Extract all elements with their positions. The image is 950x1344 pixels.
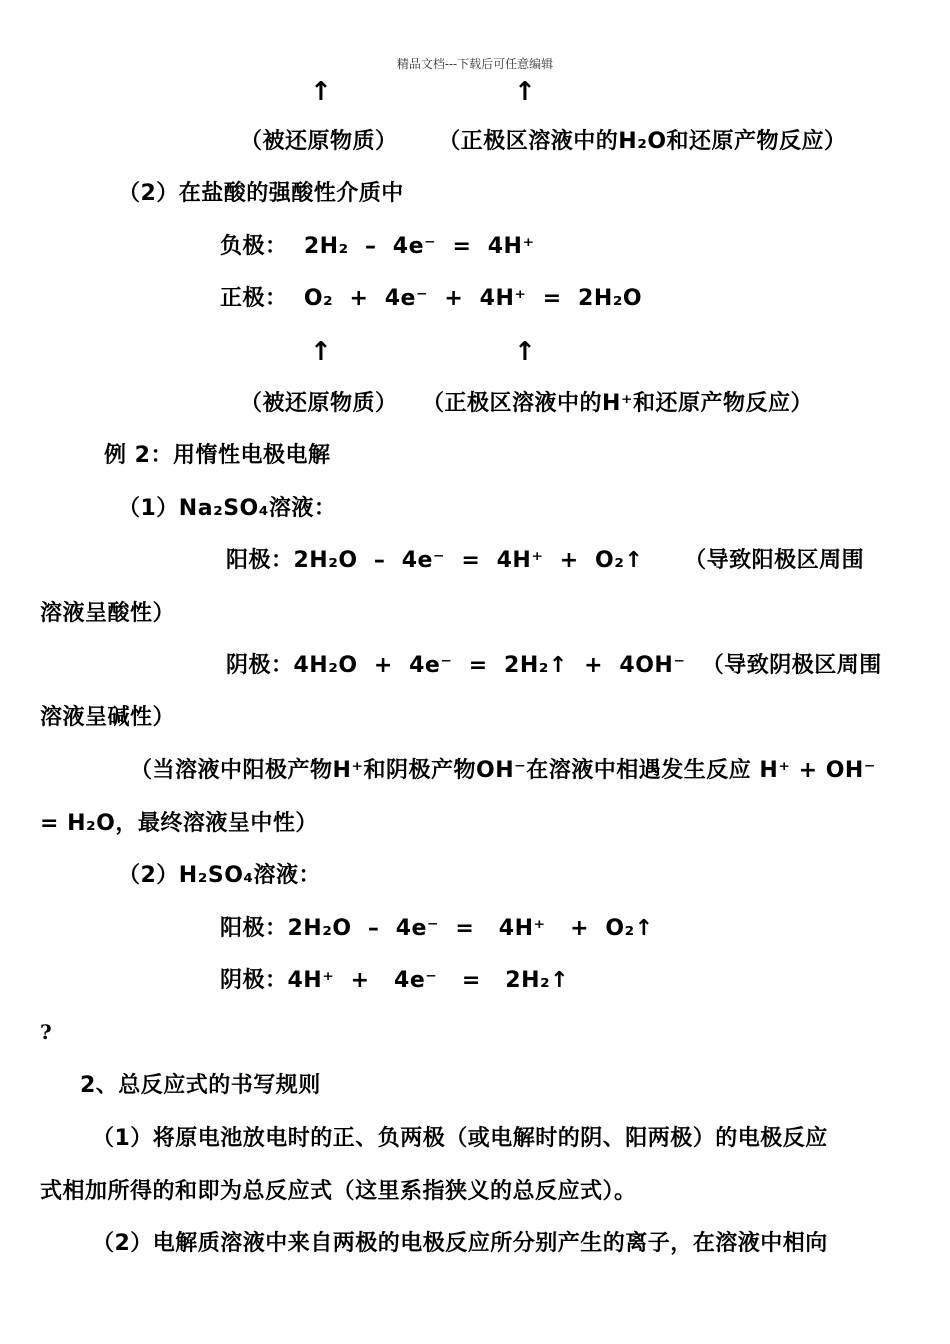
- section-heading: （2）在盐酸的强酸性介质中: [118, 181, 404, 206]
- equation-anode: 阳极：2H₂O – 4e⁻ = 4H⁺ + O₂↑ （导致阳极区周围: [226, 548, 865, 573]
- page-header-watermark: 精品文档---下载后可任意编辑: [396, 57, 554, 71]
- body-text: = H₂O，最终溶液呈中性）: [40, 811, 318, 836]
- annotation-line: （被还原物质） （正极区溶液中的H₂O和还原产物反应）: [240, 129, 847, 154]
- equation-positive: 正极： O₂ + 4e⁻ + 4H⁺ = 2H₂O: [220, 286, 643, 311]
- example-heading: 例 2：用惰性电极电解: [104, 443, 331, 468]
- equation-anode: 阳极：2H₂O – 4e⁻ = 4H⁺ + O₂↑: [220, 916, 654, 941]
- body-text: 式相加所得的和即为总反应式（这里系指狭义的总反应式）。: [40, 1179, 637, 1204]
- question-mark: ?: [40, 1020, 52, 1044]
- up-arrow-icon: ↑: [514, 77, 536, 107]
- section-heading: 2、总反应式的书写规则: [80, 1073, 321, 1098]
- equation-negative: 负极： 2H₂ – 4e⁻ = 4H⁺: [220, 234, 535, 259]
- annotation-line: （被还原物质） （正极区溶液中的H⁺和还原产物反应）: [240, 391, 814, 416]
- equation-cathode: 阴极：4H₂O + 4e⁻ = 2H₂↑ + 4OH⁻ （导致阴极区周围: [226, 653, 882, 678]
- body-text: 溶液呈碱性）: [40, 705, 176, 730]
- up-arrow-icon: ↑: [310, 337, 332, 367]
- body-text: （2）电解质溶液中来自两极的电极反应所分别产生的离子，在溶液中相向: [92, 1231, 828, 1256]
- equation-cathode: 阴极：4H⁺ + 4e⁻ = 2H₂↑: [220, 968, 570, 993]
- subsection-heading: （1）Na₂SO₄溶液：: [118, 496, 337, 521]
- subsection-heading: （2）H₂SO₄溶液：: [118, 863, 322, 888]
- up-arrow-icon: ↑: [310, 77, 332, 107]
- body-text: （1）将原电池放电时的正、负两极（或电解时的阴、阳两极）的电极反应: [92, 1126, 828, 1151]
- up-arrow-icon: ↑: [514, 337, 536, 367]
- body-text: （当溶液中阳极产物H⁺和阴极产物OH⁻在溶液中相遇发生反应 H⁺ + OH⁻: [130, 758, 876, 783]
- body-text: 溶液呈酸性）: [40, 601, 176, 626]
